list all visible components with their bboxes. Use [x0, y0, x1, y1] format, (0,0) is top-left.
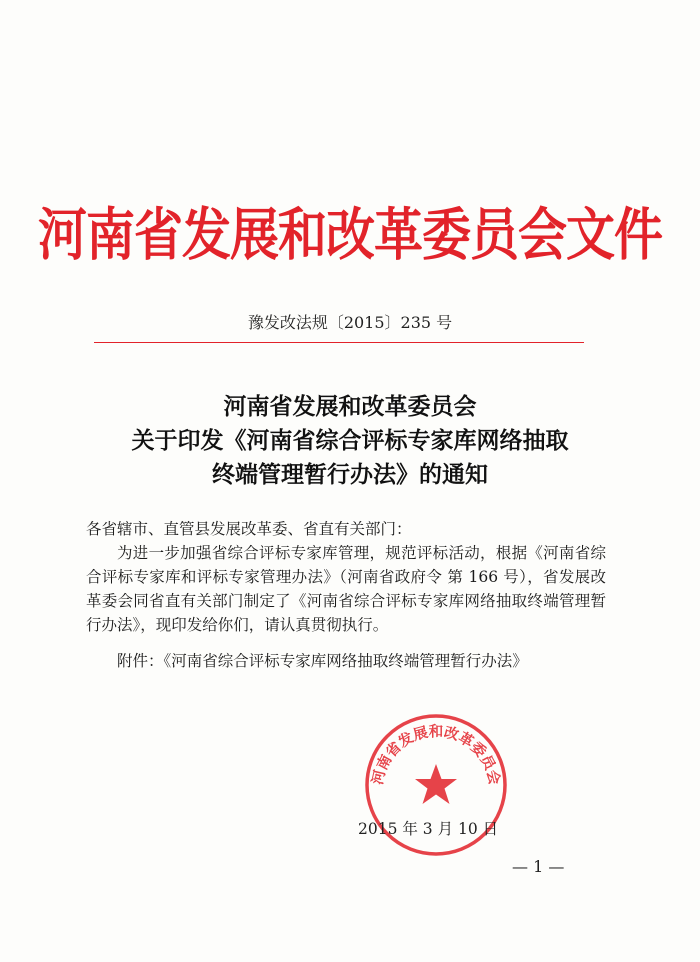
star-icon: [415, 764, 457, 804]
issue-date: 2015 年 3 月 10 日: [358, 820, 499, 838]
document-number: 豫发改法规〔2015〕235 号: [247, 313, 453, 332]
notice-title-line-3: 终端管理暂行办法》的通知: [212, 461, 488, 488]
notice-body: [86, 517, 606, 673]
page-number: — 1 —: [512, 857, 565, 876]
header-divider: [94, 342, 584, 343]
seal-text: 河南省发展和改革委员会: [369, 723, 503, 787]
recipients: 各省辖市、直管县发展改革委、省直有关部门：: [86, 520, 412, 538]
body-paragraph: 为进一步加强省综合评标专家库管理，规范评标活动，根据《河南省综合评标专家库和评标专家管理办法》（河南省政府令 第 166 号），省发展改革委会同省直有关部门制定了《河南省综合评标专家库网络抽取终端管理暂行办法》，现印发给你们，请认真贯彻执行。: [86, 544, 606, 634]
notice-title-line-2: 关于印发《河南省综合评标专家库网络抽取: [131, 427, 569, 454]
notice-title: [0, 390, 700, 492]
document-header-title: 河南省发展和改革委员会文件: [37, 201, 662, 268]
attachment-line: 附件：《河南省综合评标专家库网络抽取终端管理暂行办法》: [117, 652, 528, 670]
notice-title-line-1: 河南省发展和改革委员会: [223, 393, 477, 420]
